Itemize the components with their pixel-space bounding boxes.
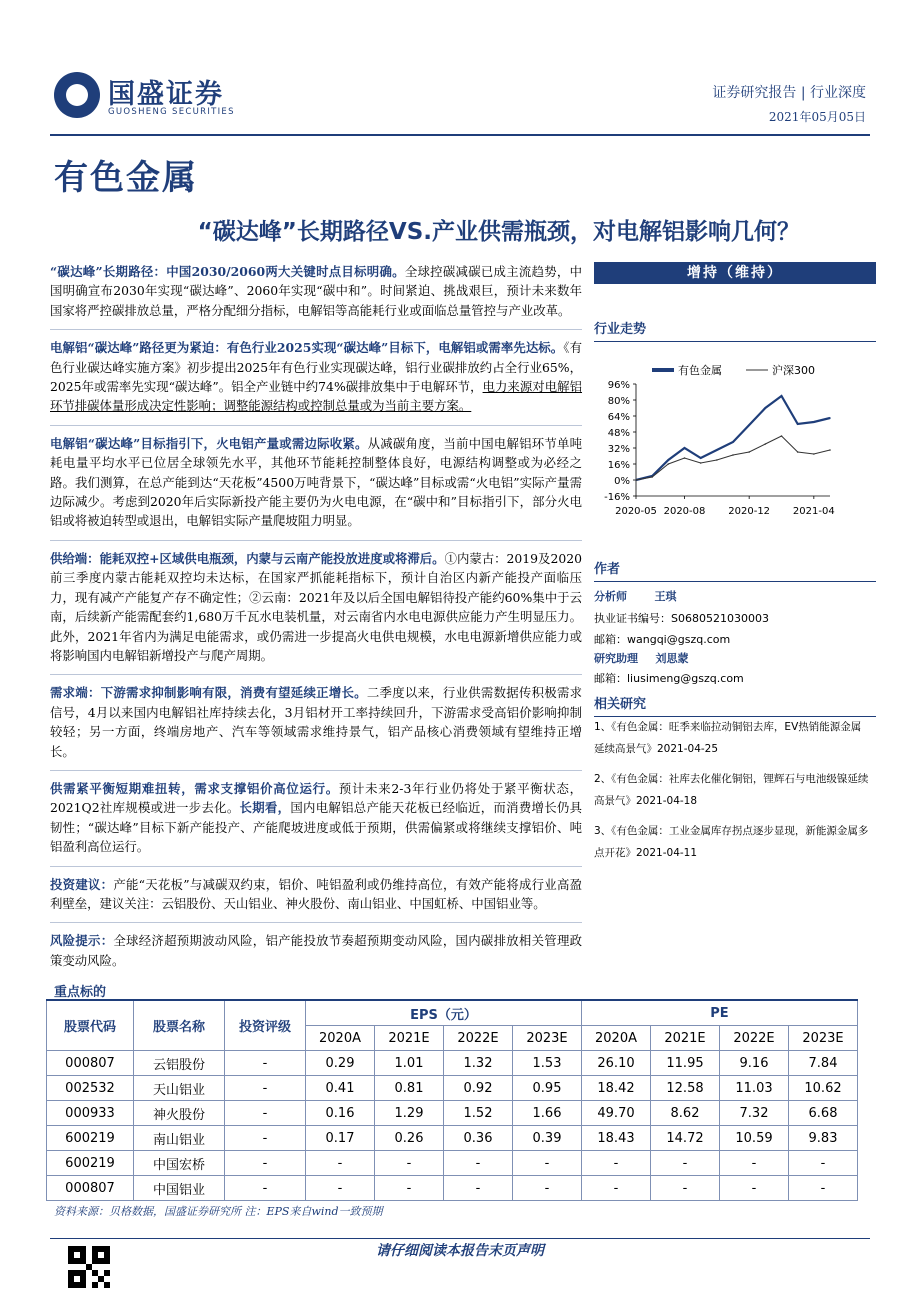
table-cell: 神火股份: [134, 1101, 225, 1126]
paragraph-lead: 长期看，: [239, 800, 291, 816]
table-cell: 9.83: [789, 1126, 858, 1151]
table-cell: -: [651, 1151, 720, 1176]
series-point: [668, 463, 670, 465]
table-cell: 天山铝业: [134, 1076, 225, 1101]
table-cell: -: [582, 1176, 651, 1201]
table-cell: 7.84: [789, 1051, 858, 1076]
table-cell: 0.39: [513, 1126, 582, 1151]
table-cell: 0.16: [306, 1101, 375, 1126]
related-item[interactable]: 1、《有色金属：旺季来临拉动铜铝去库，EV热销能源金属延续高景气》2021-04-25: [594, 721, 862, 755]
table-cell: 10.59: [720, 1126, 789, 1151]
body-paragraph: [50, 931, 582, 970]
table-row: [47, 1151, 858, 1176]
table-row: [47, 1051, 858, 1076]
table-cell: 0.29: [306, 1051, 375, 1076]
table-cell: -: [651, 1176, 720, 1201]
table-cell: -: [225, 1151, 306, 1176]
cert-number: 执业证书编号：S0680521030003: [594, 612, 769, 625]
assistant-email[interactable]: 邮箱：liusimeng@gszq.com: [594, 672, 744, 685]
year-header: 2022E: [444, 1026, 513, 1051]
key-stocks-table: [46, 999, 858, 1201]
table-cell: 0.92: [444, 1076, 513, 1101]
year-header: 2021E: [375, 1026, 444, 1051]
analyst-email[interactable]: 邮箱：wangqi@gszq.com: [594, 633, 731, 646]
col-code-header: 股票代码: [47, 1000, 134, 1051]
rating-badge: 增持（维持）: [594, 262, 876, 284]
paragraph-lead: 风险提示：: [50, 933, 114, 949]
analyst-row: [594, 588, 677, 604]
table-cell: 0.81: [375, 1076, 444, 1101]
table-cell: -: [720, 1176, 789, 1201]
table-cell: 1.32: [444, 1051, 513, 1076]
table-row: [47, 1076, 858, 1101]
series-point: [797, 451, 799, 453]
paragraph-divider: [50, 425, 582, 426]
trend-chart: [594, 346, 876, 522]
series-point: [668, 459, 670, 461]
table-cell: 18.42: [582, 1076, 651, 1101]
col-rating-header: 投资评级: [225, 1000, 306, 1051]
paragraph-text: 产能“天花板”与减碳双约束，铝价、吨铝盈利或仍维持高位，有效产能将成行业高盈利壁垒，建议关注：云铝股份、天山铝业、神火股份、南山铝业、中国虹桥、中国铝业等。: [50, 876, 583, 911]
table-cell: 1.29: [375, 1101, 444, 1126]
table-cell: 1.52: [444, 1101, 513, 1126]
table-row: [47, 1126, 858, 1151]
series-point: [765, 407, 767, 409]
table-cell: 1.53: [513, 1051, 582, 1076]
table-cell: 云铝股份: [134, 1051, 225, 1076]
table-cell: 0.95: [513, 1076, 582, 1101]
series-point: [829, 417, 831, 419]
paragraph-underline: 电力来源对电解铝环节排碳体量形成决定性影响；调整能源结构或控制总量或为当前主要方案。: [50, 379, 583, 414]
related-heading: 相关研究: [594, 693, 876, 717]
header-divider: [50, 134, 870, 136]
paragraph-text: 预计未来2-3年行业仍将处于紧平衡状态，2021Q2社库规模或进一步去化。: [50, 780, 583, 816]
table-cell: -: [375, 1151, 444, 1176]
series-point: [813, 421, 815, 423]
table-cell: -: [444, 1176, 513, 1201]
table-cell: 000933: [47, 1101, 134, 1126]
year-header: 2021E: [651, 1026, 720, 1051]
table-row: [47, 1176, 858, 1201]
table-cell: 0.41: [306, 1076, 375, 1101]
table-cell: -: [306, 1151, 375, 1176]
x-tick-label: 2020-05: [615, 506, 657, 517]
table-cell: 600219: [47, 1151, 134, 1176]
footer-disclaimer: 请仔细阅读本报告末页声明: [376, 1243, 544, 1259]
table-cell: 中国铝业: [134, 1176, 225, 1201]
table-cell: 0.26: [375, 1126, 444, 1151]
series-point: [716, 449, 718, 451]
year-header: 2023E: [513, 1026, 582, 1051]
assistant-row: [594, 650, 689, 666]
table-cell: 002532: [47, 1076, 134, 1101]
table-row: [47, 1101, 858, 1126]
series-point: [765, 443, 767, 445]
body-paragraph: [50, 549, 582, 665]
series-point: [797, 423, 799, 425]
body-paragraph: [50, 875, 582, 914]
legend-label: 有色金属: [678, 364, 722, 377]
series-point: [684, 457, 686, 459]
eps-header: EPS（元）: [306, 1000, 582, 1026]
table-cell: -: [225, 1076, 306, 1101]
paragraph-text: 全球经济超预期波动风险，铝产能投放节奏超预期变动风险，国内碳排放相关管理政策变动风险。: [50, 933, 583, 968]
body-paragraph: [50, 683, 582, 761]
table-cell: -: [225, 1101, 306, 1126]
logo-text: 国盛证券: [108, 79, 224, 110]
table-cell: 11.95: [651, 1051, 720, 1076]
table-cell: 10.62: [789, 1076, 858, 1101]
series-point: [716, 459, 718, 461]
table-cell: 1.66: [513, 1101, 582, 1126]
body-paragraph: [50, 434, 582, 531]
table-cell: 000807: [47, 1051, 134, 1076]
assistant-name: 刘思蒙: [655, 652, 689, 665]
year-header: 2020A: [582, 1026, 651, 1051]
paragraph-divider: [50, 922, 582, 923]
y-tick-label: 16%: [607, 460, 630, 471]
table-cell: 12.58: [651, 1076, 720, 1101]
table-cell: 11.03: [720, 1076, 789, 1101]
table-cell: 7.32: [720, 1101, 789, 1126]
paragraph-lead: 供需紧平衡短期难扭转，需求支撑铝价高位运行。: [50, 780, 339, 796]
y-tick-label: -16%: [604, 492, 630, 503]
table-cell: -: [513, 1151, 582, 1176]
body-paragraph: [50, 262, 582, 320]
series-point: [781, 395, 783, 397]
paragraph-text: 全球控碳减碳已成主流趋势，中国明确宣布2030年实现“碳达峰”、2060年实现“碳中和”。时间紧迫、挑战艰巨，预计未来数年国家将严控碳排放总量，严格分配细分指标，电解铝等高能耗行业或面临总量管控与产业改革。: [50, 264, 582, 318]
table-cell: -: [582, 1151, 651, 1176]
table-cell: 000807: [47, 1176, 134, 1201]
table-cell: -: [375, 1176, 444, 1201]
analyst-label: 分析师: [594, 590, 627, 603]
body-paragraph: [50, 338, 582, 416]
logo-subtext: GUOSHENG SECURITIES: [108, 107, 235, 117]
related-list: [594, 716, 870, 864]
table-source: 资料来源：贝格数据，国盛证券研究所 注：EPS来自wind一致预期: [54, 1205, 383, 1218]
paragraph-divider: [50, 674, 582, 675]
paragraph-text: ①内蒙古：2019及2020前三季度内蒙古能耗双控均未达标，在国家严抓能耗指标下，预计自治区内新产能投产面临压力，现有减产产能复产存不确定性；②云南：2021年及以后全国电解铝待投产能约60%集中于云南，后续新产能需配套约1,680万千瓦水电装机量，对云南省内水电电源供应能力产生明显压力。此外，2021年省内为满足电能需求，或仍需进一步提高火电供电规模，水电电源新增供应能力或将影响国内电解铝新增投产与爬产周期。: [50, 550, 582, 663]
report-date: 2021年05月05日: [768, 110, 866, 124]
footer-divider: [50, 1238, 870, 1239]
table-cell: -: [306, 1176, 375, 1201]
year-header: 2022E: [720, 1026, 789, 1051]
paragraph-text: 二季度以来，行业供需数据传积极需求信号，4月以来国内电解铝社库持续去化，3月铝材开工率持续回升，下游需求受高铝价影响抑制较轻；另一方面，终端房地产、汽车等领域需求维持景气，铝产品核心消费领域有望维持正增长。: [50, 685, 583, 759]
year-header: 2020A: [306, 1026, 375, 1051]
series-point: [813, 453, 815, 455]
series-point: [732, 454, 734, 456]
table-cell: -: [789, 1176, 858, 1201]
sector-title: 有色金属: [54, 158, 198, 198]
col-name-header: 股票名称: [134, 1000, 225, 1051]
logo-icon: [54, 72, 100, 118]
paragraph-divider: [50, 770, 582, 771]
x-tick-label: 2020-12: [728, 506, 771, 517]
paragraph-lead: 电解铝“碳达峰”目标指引下，火电铝产量或需边际收紧。: [50, 435, 368, 451]
series-point: [748, 451, 750, 453]
paragraph-lead: 投资建议：: [50, 876, 114, 892]
table-cell: 8.62: [651, 1101, 720, 1126]
table-cell: 49.70: [582, 1101, 651, 1126]
paragraph-text: 国内电解铝总产能天花板已经临近，而消费增长仍具韧性；“碳达峰”目标下新产能投产、产能爬坡进度或低于预期，供需偏紧或将继续支撑铝价、吨铝盈利高位运行。: [50, 800, 582, 855]
table-cell: -: [720, 1151, 789, 1176]
table-cell: 1.01: [375, 1051, 444, 1076]
report-type: 证券研究报告 | 行业深度: [712, 85, 866, 101]
table-cell: 600219: [47, 1126, 134, 1151]
table-cell: -: [444, 1151, 513, 1176]
table-cell: 6.68: [789, 1101, 858, 1126]
body-paragraph: [50, 779, 582, 857]
table-cell: 18.43: [582, 1126, 651, 1151]
authors-heading: 作者: [594, 558, 876, 582]
table-cell: 9.16: [720, 1051, 789, 1076]
table-cell: -: [225, 1176, 306, 1201]
y-tick-label: 32%: [607, 444, 630, 455]
pe-header: PE: [582, 1000, 858, 1026]
table-cell: -: [225, 1051, 306, 1076]
series-line-nonferrous: [636, 396, 830, 480]
y-tick-label: 0%: [614, 476, 630, 487]
y-tick-label: 96%: [607, 380, 630, 391]
y-tick-label: 48%: [607, 428, 630, 439]
report-headline: “碳达峰”长期路径VS.产业供需瓶颈，对电解铝影响几何？: [197, 219, 800, 245]
table-cell: 0.17: [306, 1126, 375, 1151]
series-point: [732, 441, 734, 443]
table-cell: 14.72: [651, 1126, 720, 1151]
related-item[interactable]: 2、《有色金属：社库去化催化铜铝，锂辉石与电池级镍延续高景气》2021-04-18: [594, 773, 869, 807]
series-point: [684, 447, 686, 449]
series-point: [651, 476, 653, 478]
series-point: [700, 457, 702, 459]
paragraph-divider: [50, 540, 582, 541]
analyst-name: 王琪: [654, 590, 677, 603]
y-tick-label: 80%: [607, 396, 630, 407]
paragraph-text: 从减碳角度，当前中国电解铝环节单吨耗电量平均水平已位居全球领先水平，其他环节能耗控制整体良好，电源结构调整或为必经之路。我们测算，在总产能到达“天花板”4500万吨背景下，“碳达峰”目标或需“火电铝”实际产量需边际减少。考虑到2020年后实际新投产能主要仍为火电电源，在“碳中和”目标指引下，部分火电铝或将被迫转型或退出，电解铝实际产量爬坡阻力明显。: [50, 435, 582, 529]
y-tick-label: 64%: [607, 412, 630, 423]
series-point: [635, 479, 637, 481]
paragraph-lead: “碳达峰”长期路径：中国2030/2060两大关键时点目标明确。: [50, 264, 405, 279]
series-point: [781, 435, 783, 437]
series-point: [829, 449, 831, 451]
paragraph-lead: 供给端：能耗双控+区域供电瓶颈，内蒙与云南产能投放进度或将滞后。: [50, 550, 445, 566]
paragraph-text: 《有色行业碳达峰实施方案》初步提出2025年有色行业实现碳达峰，铝行业碳排放约占全行业65%，2025年或需率先实现“碳达峰”。铝全产业链中约74%碳排放集中于电解环节，: [50, 340, 582, 395]
series-point: [700, 462, 702, 464]
paragraph-divider: [50, 329, 582, 330]
year-header: 2023E: [789, 1026, 858, 1051]
table-cell: 0.36: [444, 1126, 513, 1151]
table-cell: 26.10: [582, 1051, 651, 1076]
table-cell: -: [513, 1176, 582, 1201]
paragraph-lead: 需求端：下游需求抑制影响有限，消费有望延续正增长。: [50, 685, 367, 701]
related-item[interactable]: 3、《有色金属：工业金属库存拐点逐步显现，新能源金属多点开花》2021-04-11: [594, 825, 869, 859]
table-cell: 南山铝业: [134, 1126, 225, 1151]
report-body: [50, 262, 582, 979]
table-cell: -: [789, 1151, 858, 1176]
legend-label: 沪深300: [772, 364, 815, 377]
assistant-label: 研究助理: [594, 652, 638, 665]
table-title: 重点标的: [54, 985, 107, 1000]
paragraph-divider: [50, 866, 582, 867]
table-cell: -: [225, 1126, 306, 1151]
series-point: [748, 424, 750, 426]
table-cell: 中国宏桥: [134, 1151, 225, 1176]
paragraph-lead: 电解铝“碳达峰”路径更为紧迫：有色行业2025实现“碳达峰”目标下，电解铝或需率先达标。: [50, 340, 564, 356]
x-tick-label: 2021-04: [792, 506, 835, 517]
trend-heading: 行业走势: [594, 318, 876, 342]
x-tick-label: 2020-08: [663, 506, 706, 517]
